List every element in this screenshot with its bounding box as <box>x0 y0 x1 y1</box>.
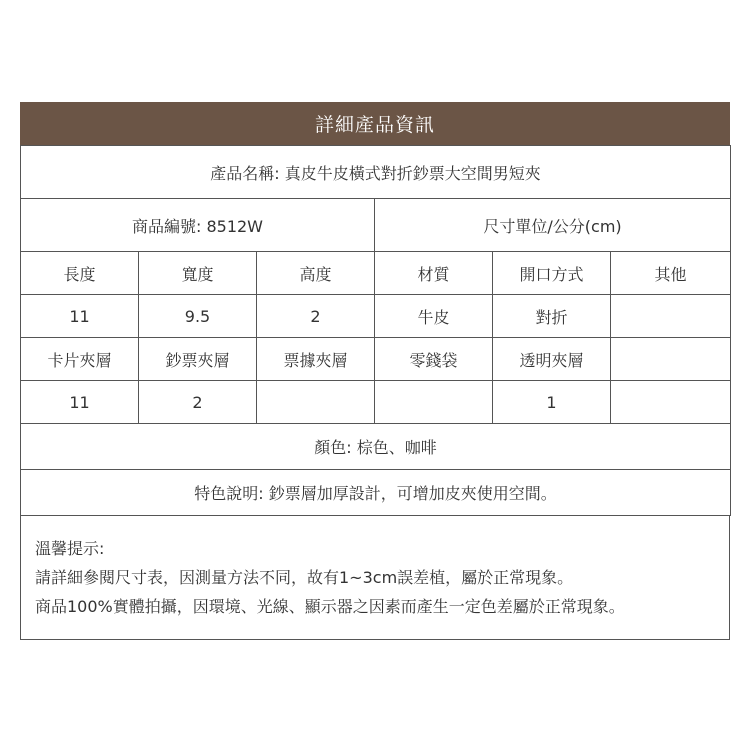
spec-table <box>20 145 731 516</box>
spec-value-cell: 9.5 <box>139 295 257 338</box>
spec-header-cell: 材質 <box>375 252 493 295</box>
slot-header-cell: 卡片夾層 <box>21 338 139 381</box>
slot-value-row <box>21 381 731 424</box>
spec-header-cell: 高度 <box>257 252 375 295</box>
spec-value-cell: 對折 <box>493 295 611 338</box>
notes-line: 商品100%實體拍攝，因環境、光線、顯示器之因素而產生一定色差屬於正常現象。 <box>35 597 625 616</box>
size-unit: 尺寸單位/公分(cm) <box>375 199 731 252</box>
slot-value-cell: 11 <box>21 381 139 424</box>
product-name-row <box>21 146 731 199</box>
spec-header-cell: 長度 <box>21 252 139 295</box>
color-row <box>21 424 731 470</box>
sheet-title: 詳細產品資訊 <box>314 114 435 136</box>
slot-value-cell <box>375 381 493 424</box>
notes-line: 請詳細參閱尺寸表，因測量方法不同，故有1~3cm誤差植，屬於正常現象。 <box>35 568 574 587</box>
slot-value-cell <box>257 381 375 424</box>
product-feature: 特色說明: 鈔票層加厚設計，可增加皮夾使用空間。 <box>21 470 731 516</box>
spec-value-cell: 牛皮 <box>375 295 493 338</box>
product-color: 顏色: 棕色、咖啡 <box>21 424 731 470</box>
slot-header-cell <box>611 338 731 381</box>
product-info-sheet <box>20 102 730 640</box>
slot-value-cell <box>611 381 731 424</box>
slot-header-cell: 票據夾層 <box>257 338 375 381</box>
spec-value-cell: 11 <box>21 295 139 338</box>
spec-value-cell: 2 <box>257 295 375 338</box>
spec-header-row <box>21 252 731 295</box>
spec-header-cell: 寬度 <box>139 252 257 295</box>
slot-header-cell: 透明夾層 <box>493 338 611 381</box>
slot-header-cell: 鈔票夾層 <box>139 338 257 381</box>
spec-header-cell: 其他 <box>611 252 731 295</box>
sheet-header <box>20 102 730 145</box>
spec-header-cell: 開口方式 <box>493 252 611 295</box>
slot-value-cell: 1 <box>493 381 611 424</box>
product-code: 商品編號: 8512W <box>21 199 375 252</box>
feature-row <box>21 470 731 516</box>
slot-header-cell: 零錢袋 <box>375 338 493 381</box>
slot-header-row <box>21 338 731 381</box>
notes-title: 溫馨提示: <box>35 539 105 558</box>
slot-value-cell: 2 <box>139 381 257 424</box>
spec-value-cell <box>611 295 731 338</box>
notes-box <box>20 516 730 640</box>
spec-value-row <box>21 295 731 338</box>
product-name: 產品名稱: 真皮牛皮橫式對折鈔票大空間男短夾 <box>21 146 731 199</box>
product-code-row <box>21 199 731 252</box>
